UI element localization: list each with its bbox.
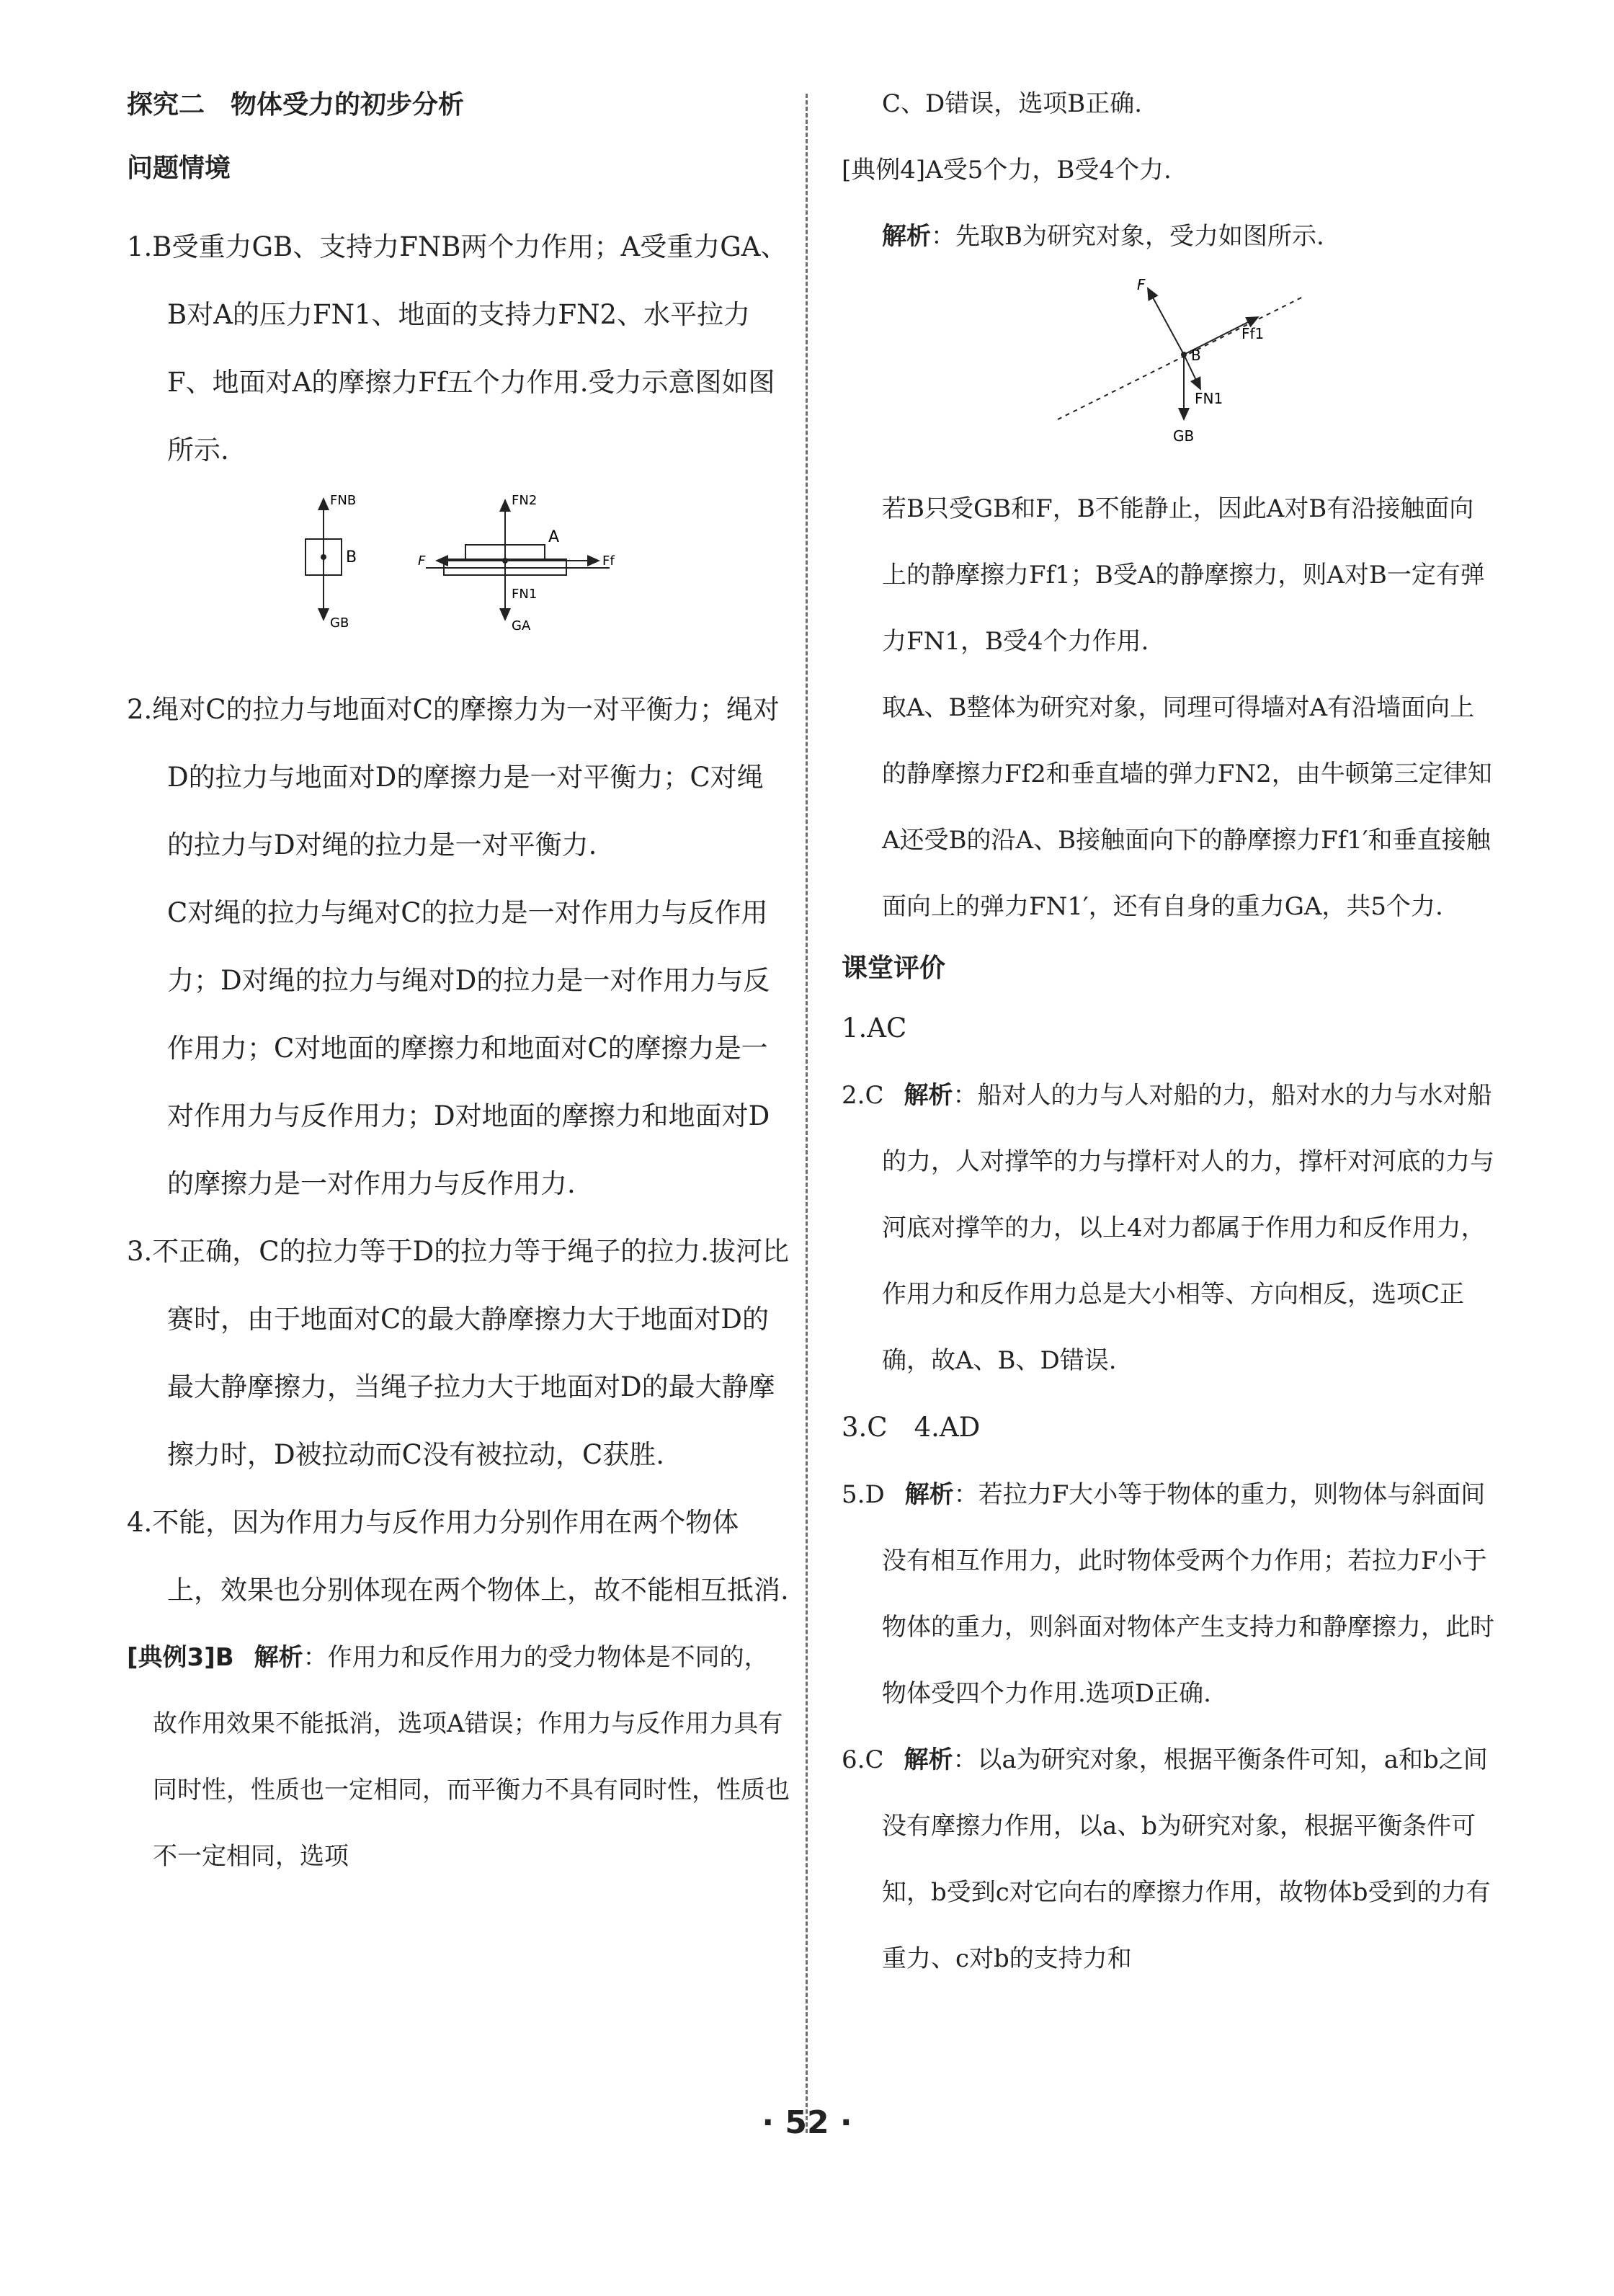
answer-2: 2.绳对C的拉力与地面对C的摩擦力为一对平衡力；绳对D的拉力与地面对D的摩擦力是一对平衡力；C对绳的拉力与D对绳的拉力是一对平衡力. xyxy=(127,694,780,860)
example-4: [典例4]A受5个力，B受4个力. xyxy=(842,156,1172,184)
eval-answer-1: 1.AC xyxy=(842,1013,907,1044)
eval-answer-5 xyxy=(842,1461,1497,1727)
eval-answer-2-text: ：船对人的力与人对船的力，船对水的力与水对船的力，人对撑竿的力与撑杆对人的力，撑杆对河底的力与河底对撑竿的力，以上4对力都属于作用力和反作用力，作用力和反作用力总是大小相等、方向相反，选项C正确，故A、B、D错误. xyxy=(882,1081,1494,1375)
label-f: F xyxy=(418,553,426,569)
example-3-continued: C、D错误，选项B正确. xyxy=(882,89,1143,118)
label-fn2: FN2 xyxy=(512,493,538,508)
example-4-keyword: 解析 xyxy=(882,222,931,251)
label-f: F xyxy=(1137,276,1146,293)
section-title: 探究二 物体受力的初步分析 xyxy=(127,90,465,120)
eval-answer-5-number: 5.D xyxy=(842,1480,885,1509)
answer-2-continued: C对绳的拉力与绳对C的拉力是一对作用力与反作用力；D对绳的拉力与绳对D的拉力是一对作用力与反作用力；C对地面的摩擦力和地面对C的摩擦力是一对作用力与反作用力；D对地面的摩擦力和地面对D的摩擦力是一对作用力与反作用力. xyxy=(167,897,770,1199)
answer-1: 1.B受重力GB、支持力FNB两个力作用；A受重力GA、B对A的压力FN1、地面的支持力FN2、水平拉力F、地面对A的摩擦力Ff五个力作用.受力示意图如图所示. xyxy=(127,231,788,466)
example-4-paragraph-1: 若B只受GB和F，B不能静止，因此A对B有沿接触面向上的静摩擦力Ff1；B受A的静摩擦力，则A对B一定有弹力FN1，B受4个力作用. xyxy=(882,494,1485,656)
label-ff1: Ff1 xyxy=(1241,325,1265,342)
label-b: B xyxy=(346,548,357,566)
force-diagram-ab xyxy=(127,490,790,663)
answer-4: 4.不能，因为作用力与反作用力分别作用在两个物体上，效果也分别体现在两个物体上，故不能相互抵消. xyxy=(127,1507,789,1606)
eval-answer-2-number: 2.C xyxy=(842,1081,884,1110)
label-ga: GA xyxy=(512,618,531,633)
eval-answer-6-keyword: 解析 xyxy=(904,1745,953,1774)
example-3-label: [典例3]B xyxy=(127,1643,234,1672)
label-fnb: FNB xyxy=(330,493,357,508)
column-divider xyxy=(806,94,808,2133)
label-a: A xyxy=(548,528,560,546)
force-diagram-b xyxy=(842,275,1497,463)
left-column xyxy=(127,86,790,1890)
right-column xyxy=(842,86,1497,1992)
label-fn1: FN1 xyxy=(512,587,538,602)
eval-answer-5-keyword: 解析 xyxy=(904,1480,954,1509)
answer-3: 3.不正确，C的拉力等于D的拉力等于绳子的拉力.拔河比赛时，由于地面对C的最大静摩擦力大于地面对D的最大静摩擦力，当绳子拉力大于地面对D的最大静摩擦力时，D被拉动而C没有被拉动，C获胜. xyxy=(127,1236,790,1470)
label-b: B xyxy=(1191,347,1201,364)
example-4-analysis xyxy=(842,203,1497,270)
section-classroom-evaluation: 课堂评价 xyxy=(842,953,946,983)
eval-answer-3-4: 3.C 4.AD xyxy=(842,1412,981,1443)
example-3-keyword: 解析 xyxy=(254,1643,303,1672)
label-fn1: FN1 xyxy=(1195,390,1223,407)
eval-answer-6 xyxy=(842,1727,1497,1992)
subsection-title: 问题情境 xyxy=(127,153,231,183)
example-3-text: ：作用力和反作用力的受力物体是不同的，故作用效果不能抵消，选项A错误；作用力与反作用力具有同时性，性质也一定相同，而平衡力不具有同时性，性质也不一定相同，选项 xyxy=(153,1643,790,1871)
label-gb: GB xyxy=(1173,427,1195,445)
eval-answer-2-keyword: 解析 xyxy=(904,1081,953,1110)
eval-answer-5-text: ：若拉力F大小等于物体的重力，则物体与斜面间没有相互作用力，此时物体受两个力作用；若拉力F小于物体的重力，则斜面对物体产生支持力和静摩擦力，此时物体受四个力作用.选项D正确. xyxy=(882,1480,1494,1708)
example-4-text: ：先取B为研究对象，受力如图所示. xyxy=(931,222,1324,251)
label-gb: GB xyxy=(330,615,349,631)
example-4-paragraph-2: 取A、B整体为研究对象，同理可得墙对A有沿墙面向上的静摩擦力Ff2和垂直墙的弹力FN2，由牛顿第三定律知A还受B的沿A、B接触面向下的静摩擦力Ff1′和垂直接触面向上的弹力FN1′，还有自身的重力GA，共5个力. xyxy=(882,693,1492,921)
page-number: · 52 · xyxy=(762,2104,852,2141)
eval-answer-2 xyxy=(842,1062,1497,1394)
label-ff: Ff xyxy=(602,553,615,569)
eval-answer-6-number: 6.C xyxy=(842,1745,884,1774)
eval-answer-6-text: ：以a为研究对象，根据平衡条件可知，a和b之间没有摩擦力作用，以a、b为研究对象，根据平衡条件可知，b受到c对它向右的摩擦力作用，故物体b受到的力有重力、c对b的支持力和 xyxy=(882,1745,1491,1973)
example-3 xyxy=(127,1624,790,1890)
